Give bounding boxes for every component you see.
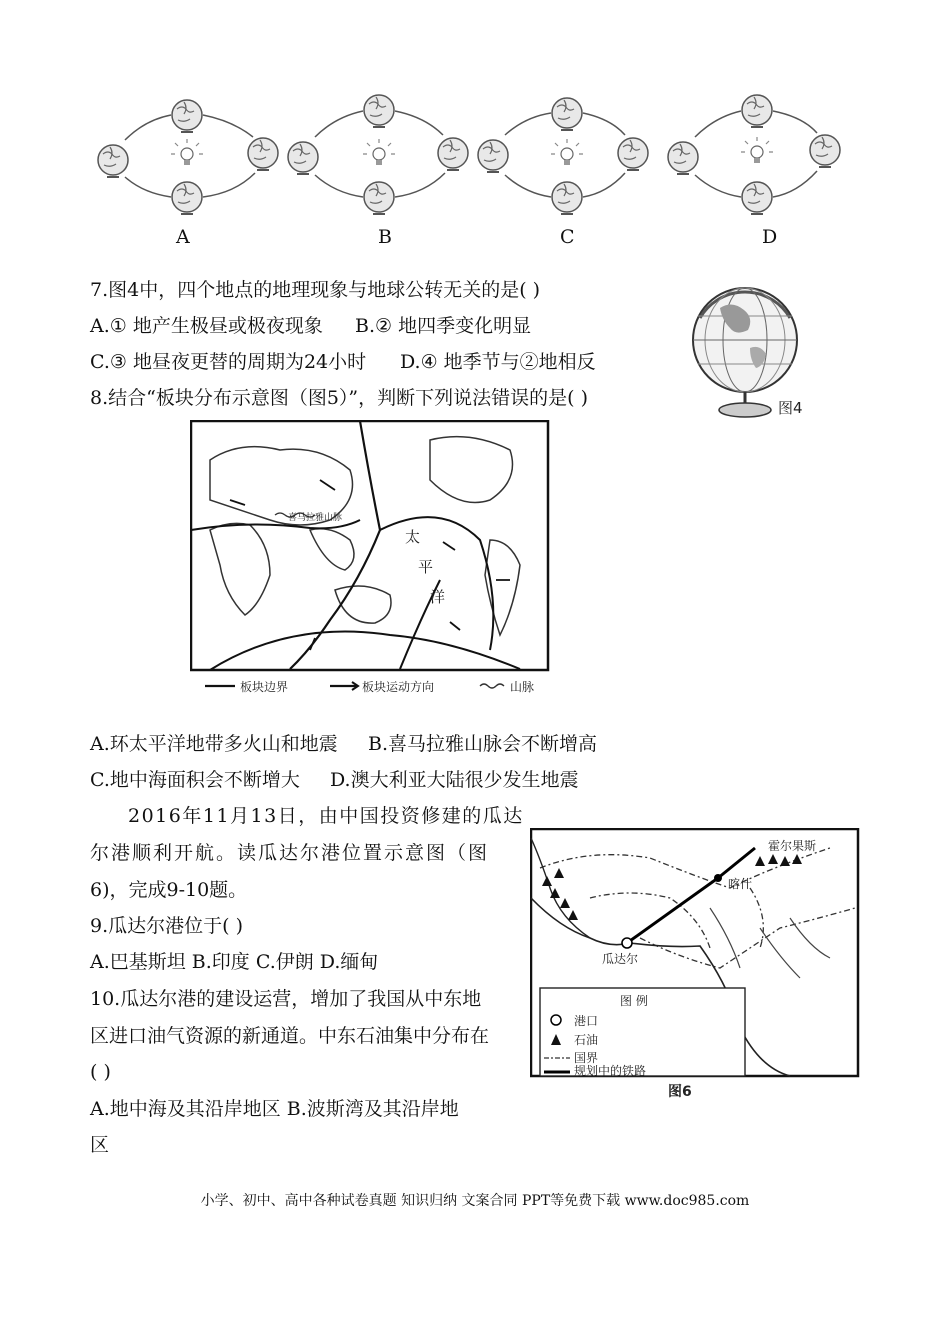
option-label-c: C <box>560 226 575 248</box>
q8-stem: 8.结合“板块分布示意图（图5）”，判断下列说法错误的是( ) <box>90 387 589 409</box>
orbit-diagrams <box>85 85 865 255</box>
q8-option-c[interactable]: C.地中海面积会不断增大 <box>90 769 300 791</box>
legend-title: 图 例 <box>620 994 648 1008</box>
q10-line-2: 区进口油气资源的新通道。中东石油集中分布在 <box>90 1025 490 1047</box>
orbit-diagram-d[interactable] <box>668 95 840 214</box>
fig4-label: 图4 <box>778 399 803 417</box>
legend-port: 港口 <box>574 1014 599 1028</box>
q7-option-d[interactable]: D.④ 地季节与②地相反 <box>400 351 596 373</box>
plate-map-figure-5 <box>190 420 550 700</box>
q7-option-b[interactable]: B.② 地四季变化明显 <box>355 315 532 337</box>
orbit-diagram-b[interactable] <box>288 95 468 214</box>
option-label-d: D <box>762 226 778 248</box>
legend-border: 国界 <box>574 1051 599 1065</box>
passage-line-2: 尔港顺利开航。读瓜达尔港位置示意图（图 <box>90 842 490 864</box>
legend-plate-boundary: 板块边界 <box>240 680 289 694</box>
pacific-label-3: 洋 <box>430 588 446 606</box>
q9-options[interactable]: A.巴基斯坦 B.印度 C.伊朗 D.缅甸 <box>90 951 379 973</box>
option-label-b: B <box>378 226 392 248</box>
q8-option-d[interactable]: D.澳大利亚大陆很少发生地震 <box>330 769 579 791</box>
passage-line-3: 6)，完成9-10题。 <box>90 879 248 901</box>
q8-option-a[interactable]: A.环太平洋地带多火山和地震 <box>90 733 338 755</box>
orbit-diagram-a[interactable] <box>98 100 278 214</box>
q7-option-c[interactable]: C.③ 地昼夜更替的周期为24小时 <box>90 351 367 373</box>
legend-plate-motion: 板块运动方向 <box>362 680 435 694</box>
gwadar-map-figure-6 <box>530 828 860 1108</box>
q8-option-b[interactable]: B.喜马拉雅山脉会不断增高 <box>368 733 598 755</box>
q9-stem: 9.瓜达尔港位于( ) <box>90 915 243 937</box>
fig6-caption: 图6 <box>668 1084 692 1100</box>
himalaya-label: 喜马拉雅山脉 <box>288 513 343 523</box>
passage-line-1: 2016年11月13日，由中国投资修建的瓜达 <box>128 805 524 827</box>
legend-oil: 石油 <box>574 1033 599 1047</box>
q10-option-b-cont: 区 <box>90 1134 110 1156</box>
orbit-diagram-c[interactable] <box>478 98 648 214</box>
globe-figure-4 <box>690 278 840 423</box>
page-footer: 小学、初中、高中各种试卷真题 知识归纳 文案合同 PPT等免费下载 www.doc985.com <box>200 1193 750 1209</box>
q10-option-ab[interactable]: A.地中海及其沿岸地区 B.波斯湾及其沿岸地 <box>90 1098 459 1120</box>
legend-railway: 规划中的铁路 <box>574 1064 647 1078</box>
q7-option-a[interactable]: A.① 地产生极昼或极夜现象 <box>90 315 323 337</box>
pacific-label-2: 平 <box>418 558 434 576</box>
legend-mountain: 山脉 <box>510 680 535 694</box>
place-gwadar: 瓜达尔 <box>602 952 639 966</box>
place-khorgos: 霍尔果斯 <box>768 839 817 853</box>
pacific-label-1: 太 <box>405 528 421 546</box>
option-label-a: A <box>176 226 190 248</box>
q10-line-1: 10.瓜达尔港的建设运营，增加了我国从中东地 <box>90 988 482 1010</box>
place-kashgar: 喀什 <box>728 877 753 891</box>
q10-line-3: ( ) <box>90 1061 111 1083</box>
q7-stem: 7.图4中，四个地点的地理现象与地球公转无关的是( ) <box>90 279 541 301</box>
